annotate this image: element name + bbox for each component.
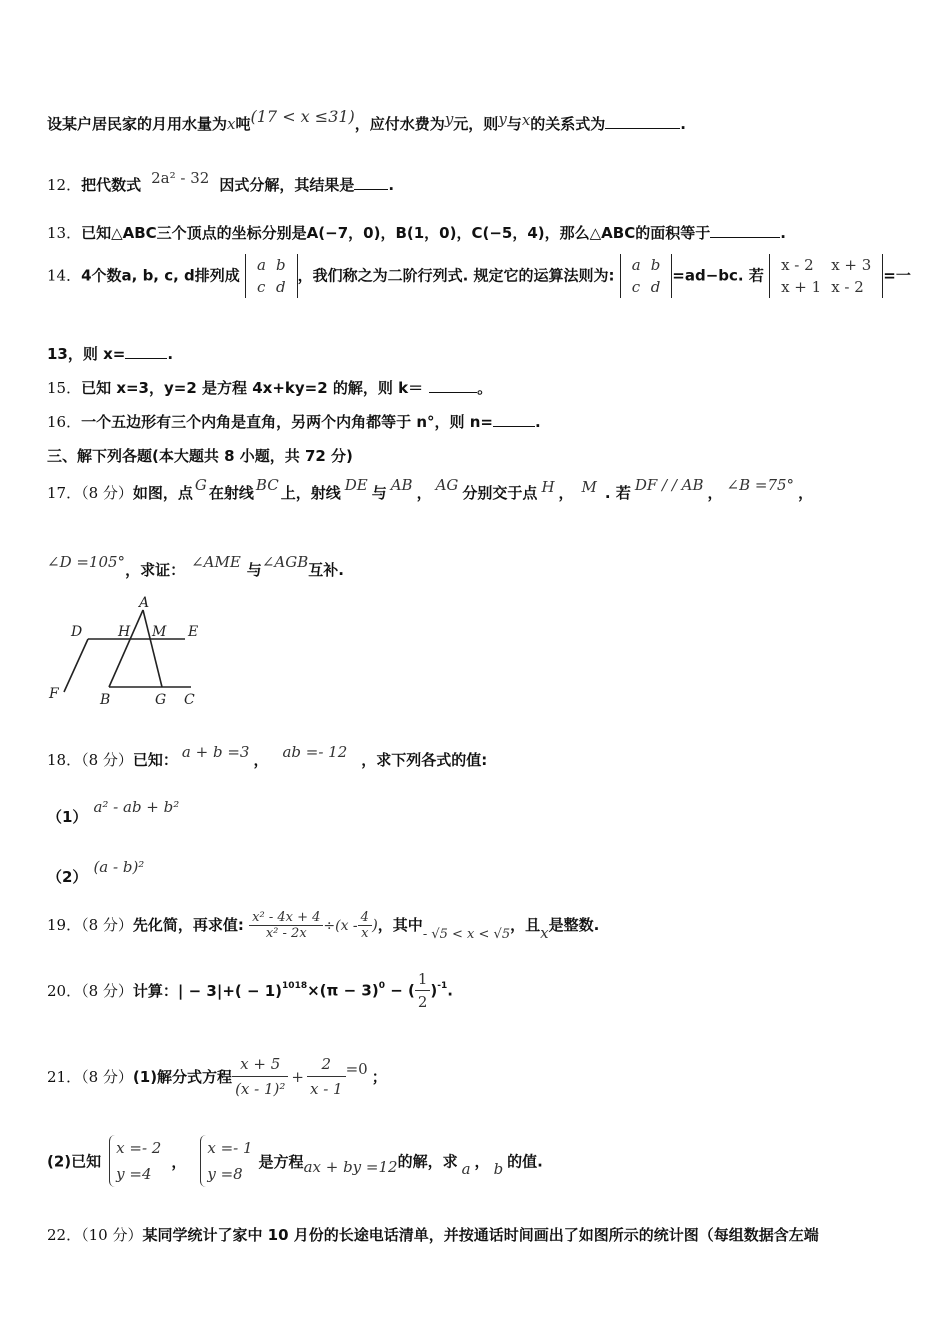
fraction — [249, 910, 323, 941]
text: ×(π − 3) — [307, 981, 379, 1000]
text: ， — [558, 484, 574, 502]
math: =0 — [345, 1059, 368, 1078]
math: AG — [435, 476, 459, 494]
denominator: x² - 2x — [265, 926, 307, 941]
question-number: 22． — [47, 1226, 82, 1244]
fraction — [358, 910, 372, 941]
equation: y =4 — [116, 1165, 152, 1183]
score: （8 分） — [81, 484, 133, 502]
text: 的值. — [507, 1152, 543, 1171]
text: ，求证： — [125, 561, 186, 579]
section-title: 三、解下列各题(本大题共 8 小题，共 72 分) — [47, 447, 353, 465]
numerator: 2 — [307, 1052, 346, 1077]
text: ， — [798, 484, 814, 502]
text: 是整数. — [548, 916, 600, 934]
system-1 — [109, 1135, 161, 1187]
text: 。 — [477, 379, 493, 397]
text: (2)已知 — [47, 1152, 102, 1171]
text: ， — [707, 484, 723, 502]
math: + — [291, 1067, 304, 1086]
question-number: 13． — [47, 224, 82, 242]
math: - √5 < x < √5 — [422, 927, 511, 942]
question-20 — [47, 968, 453, 1013]
det-cell: a — [631, 256, 641, 274]
denominator: x - 1 — [309, 1080, 343, 1098]
text: 把代数式 — [81, 176, 142, 194]
math: ÷(x - — [323, 918, 358, 934]
answer-blank[interactable] — [125, 346, 167, 359]
text: 吨 — [235, 115, 251, 133]
det-cell: c — [257, 278, 266, 296]
text: 已知△ABC三个顶点的坐标分别是A(−7，0)，B(1，0)，C(−5，4)，那么△ABC的面积等于 — [81, 224, 711, 242]
text: 与 — [506, 115, 522, 133]
text: 互补. — [308, 561, 344, 579]
question-number: 20． — [47, 982, 82, 1000]
det-cell: d — [275, 278, 286, 296]
text: 已知 x=3，y=2 是方程 4x+ky=2 的解，则 k＝ — [81, 379, 424, 397]
label-E: E — [188, 624, 199, 640]
det-cell: b — [650, 256, 661, 274]
numerator: x² - 4x + 4 — [249, 910, 323, 926]
text: 是方程 — [258, 1152, 304, 1171]
text: 因式分解，其结果是 — [219, 176, 355, 194]
text: 某同学统计了家中 10 月份的长途电话清单，并按通话时间画出了如图所示的统计图（每组数据含左端 — [142, 1226, 819, 1244]
text: 已知： — [132, 751, 178, 769]
numerator: x + 5 — [232, 1052, 288, 1077]
text: 先化简，再求值: — [132, 916, 244, 934]
math: G — [194, 476, 207, 494]
var-x: x — [227, 115, 236, 133]
det-cell: b — [275, 256, 286, 274]
question-15 — [47, 377, 492, 398]
score: （8 分） — [81, 751, 133, 769]
math: BC — [255, 476, 279, 494]
text: =ad−bc. 若 — [672, 266, 764, 285]
text: (1)解分式方程 — [132, 1068, 233, 1086]
answer-blank[interactable] — [605, 116, 680, 129]
fraction — [415, 968, 431, 1013]
line-AB — [109, 610, 143, 687]
text: ，其中 — [377, 916, 423, 934]
question-number: 14． — [47, 266, 82, 285]
question-number: 18． — [47, 751, 82, 769]
question-14-cont — [47, 343, 173, 364]
math: AB — [390, 476, 413, 494]
text: 的解，求 — [397, 1152, 458, 1171]
var-x: x — [540, 924, 549, 942]
label-A: A — [139, 595, 150, 611]
det-cell: x + 1 — [781, 278, 822, 296]
text: 元，则 — [453, 115, 499, 133]
score: （8 分） — [81, 916, 133, 934]
fraction — [232, 1052, 288, 1101]
text: − ( — [384, 981, 415, 1000]
text: ， — [171, 1152, 187, 1171]
text: . — [680, 115, 686, 133]
determinant-rule — [620, 254, 673, 298]
part-label: （2） — [47, 868, 88, 886]
math: a² - ab + b² — [93, 798, 180, 816]
label-C: C — [184, 692, 195, 708]
exponent: -1 — [437, 980, 448, 991]
text: 如图，点 — [132, 484, 193, 502]
det-cell: a — [257, 256, 266, 274]
question-14 — [47, 254, 911, 298]
equation: x =- 2 — [116, 1139, 162, 1157]
fraction — [307, 1052, 346, 1101]
denominator: 2 — [417, 993, 428, 1011]
text: ， — [416, 484, 432, 502]
question-number: 21． — [47, 1068, 82, 1086]
text: . — [167, 345, 174, 363]
text: 在射线 — [208, 484, 254, 502]
text: ，且 — [510, 916, 541, 934]
det-cell: x - 2 — [781, 256, 814, 274]
geometry-figure — [44, 594, 214, 712]
question-21 — [47, 1052, 387, 1101]
text: =一 — [883, 266, 911, 285]
text: 一个五边形有三个内角是直角，另两个内角都等于 n°，则 n= — [81, 413, 493, 431]
math: DF / / AB — [634, 476, 704, 494]
question-18-part2 — [47, 858, 145, 887]
det-cell: x + 3 — [831, 256, 872, 274]
question-13 — [47, 222, 786, 243]
var-a: a — [461, 1160, 471, 1178]
question-number: 15． — [47, 379, 82, 397]
answer-blank[interactable] — [354, 177, 388, 190]
line-AG — [143, 610, 162, 687]
answer-blank[interactable] — [493, 414, 535, 427]
text: . — [388, 176, 395, 194]
line-DF — [64, 639, 88, 692]
determinant-abcd — [245, 254, 298, 298]
math: DE — [344, 476, 368, 494]
question-18 — [47, 743, 488, 770]
text: ，求下列各式的值: — [361, 751, 488, 769]
system-2 — [200, 1135, 252, 1187]
denominator: (x - 1)² — [235, 1080, 286, 1098]
question-19 — [47, 910, 599, 941]
text: 的关系式为 — [530, 115, 606, 133]
answer-blank[interactable] — [429, 380, 477, 393]
numerator: 4 — [358, 910, 372, 926]
text: ，应付水费为 — [354, 115, 445, 133]
question-22 — [47, 1224, 819, 1245]
text: 分别交于点 — [462, 484, 538, 502]
line-water-fee — [47, 107, 686, 134]
math: ∠AGB — [261, 553, 309, 571]
math: M — [581, 478, 597, 496]
math: (a - b)² — [93, 858, 145, 876]
label-G: G — [155, 692, 167, 708]
answer-blank[interactable] — [710, 225, 780, 238]
det-cell: c — [631, 278, 641, 296]
question-12 — [47, 169, 395, 195]
equation: y =8 — [207, 1165, 243, 1183]
text: ) — [430, 981, 438, 1000]
part-label: （1） — [47, 808, 88, 826]
math: ab =- 12 — [282, 743, 348, 761]
exponent: 0 — [378, 980, 385, 991]
text: ，我们称之为二阶行列式. 规定它的运算法则为: — [297, 266, 615, 285]
equation: x =- 1 — [207, 1139, 253, 1157]
denominator: x — [361, 926, 369, 941]
math: H — [541, 478, 555, 496]
question-number: 12． — [47, 176, 82, 194]
condition: (17 < x ≤31) — [250, 107, 355, 126]
question-18-part1 — [47, 798, 180, 827]
text: . — [534, 413, 541, 431]
var-b: b — [493, 1160, 504, 1178]
var-y: y — [444, 110, 454, 128]
math: ∠D =105° — [47, 553, 126, 571]
label-B: B — [100, 692, 111, 708]
label-M: M — [152, 624, 167, 640]
text: ， — [253, 751, 269, 769]
det-cell: x - 2 — [831, 278, 864, 296]
text: 与 — [246, 561, 262, 579]
question-16 — [47, 411, 541, 432]
math: ax + by =12 — [303, 1158, 398, 1176]
expression: 2a² - 32 — [151, 169, 210, 187]
math: a + b =3 — [181, 743, 250, 761]
question-number: 16． — [47, 413, 82, 431]
score: （8 分） — [81, 982, 133, 1000]
determinant-x — [769, 254, 883, 298]
det-cell: d — [650, 278, 661, 296]
label-F: F — [49, 686, 59, 702]
text: 4个数a, b, c, d排列成 — [81, 266, 240, 285]
text: 13，则 x= — [47, 345, 126, 363]
exponent: 1018 — [282, 980, 308, 991]
math: ∠AME — [191, 553, 241, 571]
text: . — [780, 224, 786, 242]
text: . 若 — [604, 484, 631, 502]
question-21-part2 — [47, 1135, 543, 1187]
math: ) — [371, 916, 378, 934]
text: 计算：| − 3|+( − 1) — [132, 982, 283, 1000]
score: （8 分） — [81, 1068, 133, 1086]
label-D: D — [71, 624, 83, 640]
text: 上，射线 — [280, 484, 341, 502]
label-H: H — [118, 624, 131, 640]
section-3-heading — [47, 445, 353, 466]
text: 设某户居民家的月用水量为 — [47, 115, 228, 133]
text: . — [447, 981, 453, 1000]
question-number: 19． — [47, 916, 82, 934]
question-number: 17． — [47, 484, 82, 502]
numerator: 1 — [415, 968, 431, 991]
text: 与 — [371, 484, 387, 502]
var-y: y — [498, 110, 507, 128]
score: （10 分） — [81, 1226, 143, 1244]
math: ∠B =75° — [726, 476, 795, 494]
question-17-cont — [47, 553, 344, 580]
text: ； — [371, 1068, 387, 1086]
question-17 — [47, 476, 814, 503]
text: ， — [474, 1152, 490, 1171]
var-x: x — [521, 111, 531, 129]
